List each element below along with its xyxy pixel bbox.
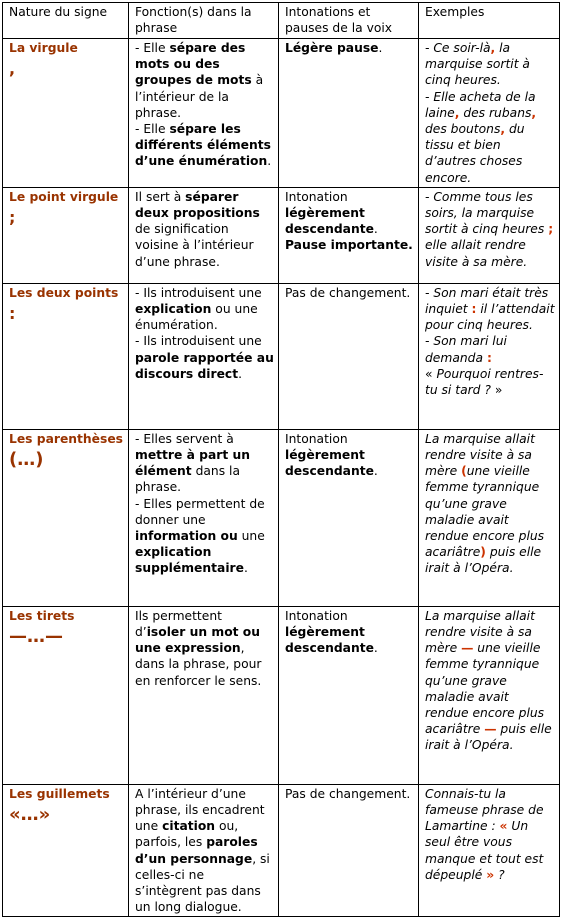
example-paragraph: « Pourquoi rentres-tu si tard ? » (425, 366, 544, 398)
header-intonation: Intonations et pauses de la voix (279, 3, 419, 39)
example-cell (419, 283, 560, 429)
intonation-paragraph: Intonation légèrement descendante. (285, 431, 378, 479)
bold-text: paroles d’un personnage (135, 835, 258, 866)
header-nature: Nature du signe (3, 3, 129, 39)
function-paragraph: - Ils introduisent une parole rapportée au discours direct. (135, 334, 274, 381)
example-paragraph: - Son mari était très inquiet : il l’attendait pour cinq heures. (425, 285, 555, 333)
punctuation-mark: » (486, 867, 495, 882)
table-row (3, 187, 560, 283)
intonation-cell (279, 39, 419, 188)
intonation-paragraph: Pas de changement. (285, 285, 411, 300)
bold-text: séparer deux propositions (135, 189, 260, 221)
bold-text: sépare les différents éléments d’une énumération (135, 122, 271, 169)
example-cell (419, 784, 560, 917)
punctuation-mark: : (486, 350, 492, 365)
bold-text: sépare des mots ou des groupes de mots (135, 41, 252, 88)
bold-text: légèrement descendante (285, 206, 374, 237)
example-cell (419, 39, 560, 188)
punctuation-mark: , (490, 41, 496, 55)
function-paragraph: - Ils introduisent une explication ou une énumération. (135, 285, 262, 333)
sign-name-cell (3, 784, 129, 917)
table-row (3, 39, 560, 188)
sign-name: Le point virgule (9, 189, 119, 204)
bold-text: parole rapportée au discours direct (135, 350, 274, 381)
bold-text: légèrement descendante (285, 625, 374, 656)
bold-text: mettre à part un élément (135, 448, 251, 479)
punctuation-mark: ; (548, 222, 554, 237)
example-paragraph: - Ce soir-là, la marquise sortit à cinq heures. (425, 41, 530, 88)
function-paragraph: - Elle sépare les différents éléments d’une énumération. (135, 122, 272, 169)
sign-name: Les deux points (9, 285, 119, 300)
example-paragraph: - Elle acheta de la laine, des rubans, des boutons, du tissu et bien d’autres choses encore. (425, 89, 537, 185)
sign-name-cell (3, 187, 129, 283)
intonation-cell (279, 429, 419, 606)
sign-name-cell (3, 283, 129, 429)
function-cell (129, 784, 279, 917)
function-cell (129, 429, 279, 606)
function-cell (129, 606, 279, 784)
punctuation-mark: ) (480, 545, 486, 560)
punctuation-table (2, 2, 560, 917)
header-row (3, 3, 560, 39)
function-paragraph: Ils permettent d’isoler un mot ou une expression, dans la phrase, pour en renforcer le sens. (135, 608, 262, 688)
function-cell (129, 283, 279, 429)
punctuation-mark: , (500, 122, 506, 137)
intonation-paragraph: Pas de changement. (285, 786, 411, 801)
intonation-cell (279, 606, 419, 784)
sign-glyph: , (9, 59, 16, 79)
example-cell (419, 429, 560, 606)
punctuation-mark: , (531, 105, 537, 120)
punctuation-mark: , (454, 105, 460, 120)
punctuation-mark: ( (461, 464, 467, 479)
quote-mark: « (425, 366, 437, 381)
function-cell (129, 187, 279, 283)
intonation-cell (279, 187, 419, 283)
intonation-paragraph: Légère pause. (285, 41, 383, 55)
sign-glyph: ; (9, 208, 16, 228)
punctuation-mark: « (499, 819, 508, 834)
table-body (3, 39, 560, 917)
sign-name: Les guillemets (9, 786, 110, 801)
sign-name-cell (3, 429, 129, 606)
bold-text: explication (135, 302, 212, 317)
bold-text: information ou (135, 529, 238, 544)
intonation-cell (279, 283, 419, 429)
punctuation-mark: — (461, 641, 474, 656)
example-paragraph: La marquise allait rendre visite à sa mère — une vieille femme tyrannique qu’une grave maladie avait rendue encore plus acariâtre — puis elle irait à l’Opéra. (425, 608, 552, 753)
function-cell (129, 39, 279, 188)
intonation-paragraph: Intonation légèrement descendante. (285, 608, 378, 656)
bold-text: Pause importante. (285, 238, 413, 253)
bold-text: citation (162, 819, 216, 834)
sign-name-cell (3, 39, 129, 188)
quote-mark: » (494, 383, 503, 398)
example-paragraph: - Son mari lui demanda : (425, 334, 507, 365)
example-paragraph: Connais-tu la fameuse phrase de Lamartine : « Un seul être vous manque et tout est dépeuplé » ? (425, 786, 544, 882)
function-paragraph: - Elle sépare des mots ou des groupes de mots à l’intérieur de la phrase. (135, 41, 264, 120)
bold-text: explication supplémentaire (135, 545, 244, 576)
header-fonction: Fonction(s) dans la phrase (129, 3, 279, 39)
punctuation-mark: : (471, 302, 477, 317)
example-cell (419, 606, 560, 784)
sign-glyph: : (9, 304, 16, 324)
header-exemples: Exemples (419, 3, 560, 39)
bold-text: légèrement descendante (285, 448, 374, 479)
function-paragraph: - Elles servent à mettre à part un élément dans la phrase. (135, 431, 251, 495)
example-cell (419, 187, 560, 283)
sign-name-cell (3, 606, 129, 784)
sign-glyph: «…» (9, 804, 51, 826)
table-row (3, 429, 560, 606)
intonation-cell (279, 784, 419, 917)
sign-glyph: (…) (9, 449, 44, 471)
bold-text: isoler un mot ou une expression (135, 625, 261, 656)
function-paragraph: A l’intérieur d’une phrase, ils encadrent une citation ou, parfois, les paroles d’un personnage, si celles-ci ne s’intègrent pas dans un long dialogue. (135, 786, 270, 915)
table-row (3, 784, 560, 917)
example-paragraph: La marquise allait rendre visite à sa mère (une vieille femme tyrannique qu’une grave maladie avait rendue encore plus acariâtre) puis elle irait à l’Opéra. (425, 431, 545, 576)
function-paragraph: - Elles permettent de donner une information ou une explication supplémentaire. (135, 496, 265, 576)
function-paragraph: Il sert à séparer deux propositions de signification voisine à l’intérieur d’une phrase. (135, 189, 260, 269)
sign-name: La virgule (9, 41, 78, 55)
intonation-paragraph: Intonation légèrement descendante. Pause importante. (285, 189, 413, 253)
table-row (3, 606, 560, 784)
table-row (3, 283, 560, 429)
sign-name: Les tirets (9, 608, 75, 623)
punctuation-mark: — (484, 722, 497, 737)
sign-glyph: —…— (9, 626, 63, 648)
sign-name: Les parenthèses (9, 431, 123, 446)
bold-text: Légère pause (285, 41, 379, 55)
example-paragraph: - Comme tous les soirs, la marquise sortit à cinq heures ; elle allait rendre visite à sa mère. (425, 189, 554, 269)
